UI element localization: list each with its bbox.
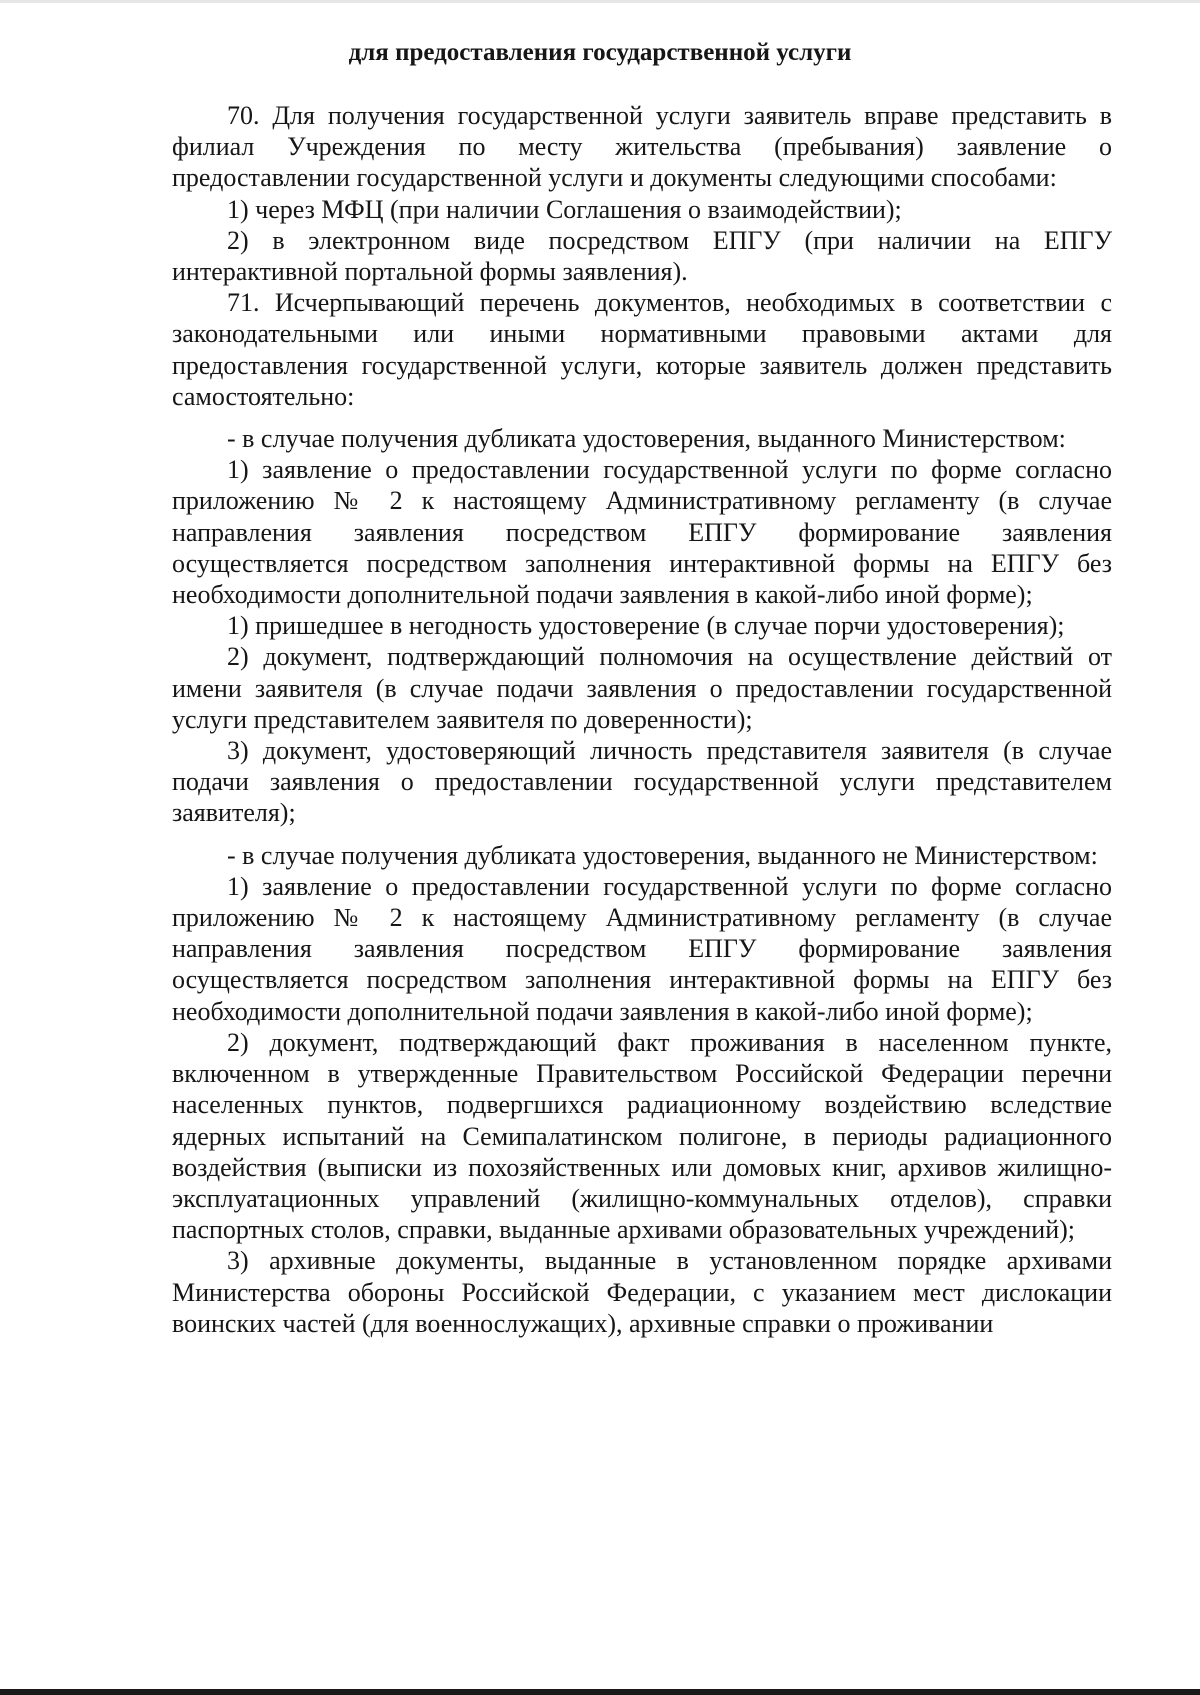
list-item-archive-documents: 3) архивные документы, выданные в установленном порядке архивами Министерства обороны Российской Федерации, с указанием мест дислокации воинских частей (для военнослужащих), архивные справки о проживании: [172, 1246, 1112, 1338]
document-body: [172, 100, 1112, 1339]
list-item-power-of-attorney: 2) документ, подтверждающий полномочия на осуществление действий от имени заявителя (в случае подачи заявления о предоставлении государственной услуги представителем заявителя по доверенности);: [172, 642, 1112, 734]
case-ministry-duplicate: - в случае получения дубликата удостоверения, выданного Министерством:: [227, 424, 1066, 454]
paragraph-70: 70. Для получения государственной услуги заявитель вправе представить в филиал Учреждения по месту жительства (пребывания) заявление о предоставлении государственной услуги и документы следующими способами:: [172, 101, 1112, 193]
list-item-epgu: 2) в электронном виде посредством ЕПГУ (при наличии на ЕПГУ интерактивной портальной формы заявления).: [172, 225, 1112, 287]
case-non-ministry-duplicate: - в случае получения дубликата удостоверения, выданного не Министерством:: [227, 840, 1098, 870]
list-item-representative-id: 3) документ, удостоверяющий личность представителя заявителя (в случае подачи заявления о предоставлении государственной услуги представителем заявителя);: [172, 736, 1112, 828]
list-item-application-form-2: 1) заявление о предоставлении государственной услуги по форме согласно приложению № 2 к настоящему Административному регламенту (в случае направления заявления посредством ЕПГУ формирование заявления осуществляется посредством заполнения интерактивной формы на ЕПГУ без необходимости дополнительной подачи заявления в какой-либо иной форме);: [172, 871, 1112, 1026]
list-item-mfc: 1) через МФЦ (при наличии Соглашения о взаимодействии);: [227, 194, 902, 224]
list-item-residence-proof: 2) документ, подтверждающий факт проживания в населенном пункте, включенном в утвержденные Правительством Российской Федерации перечни населенных пунктов, подвергшихся радиационному воздействию вследствие ядерных испытаний на Семипалатинском полигоне, в периоды радиационного воздействия (выписки из похозяйственных или домовых книг, архивов жилищно-эксплуатационных управлений (жилищно-коммунальных отделов), справки паспортных столов, справки, выданные архивами образовательных учреждений);: [172, 1027, 1112, 1245]
list-item-damaged-certificate: 1) пришедшее в негодность удостоверение (в случае порчи удостоверения);: [227, 611, 1065, 641]
scan-top-edge: [0, 0, 1200, 3]
scan-bottom-edge: [0, 1689, 1200, 1695]
section-heading: для предоставления государственной услуги: [348, 39, 852, 66]
list-item-application-form: 1) заявление о предоставлении государственной услуги по форме согласно приложению № 2 к настоящему Административному регламенту (в случае направления заявления посредством ЕПГУ формирование заявления осуществляется посредством заполнения интерактивной формы на ЕПГУ без необходимости дополнительной подачи заявления в какой-либо иной форме);: [172, 455, 1112, 610]
paragraph-71: 71. Исчерпывающий перечень документов, необходимых в соответствии с законодательными или иными нормативными правовыми актами для предоставления государственной услуги, которые заявитель должен представить самостоятельно:: [172, 288, 1112, 411]
